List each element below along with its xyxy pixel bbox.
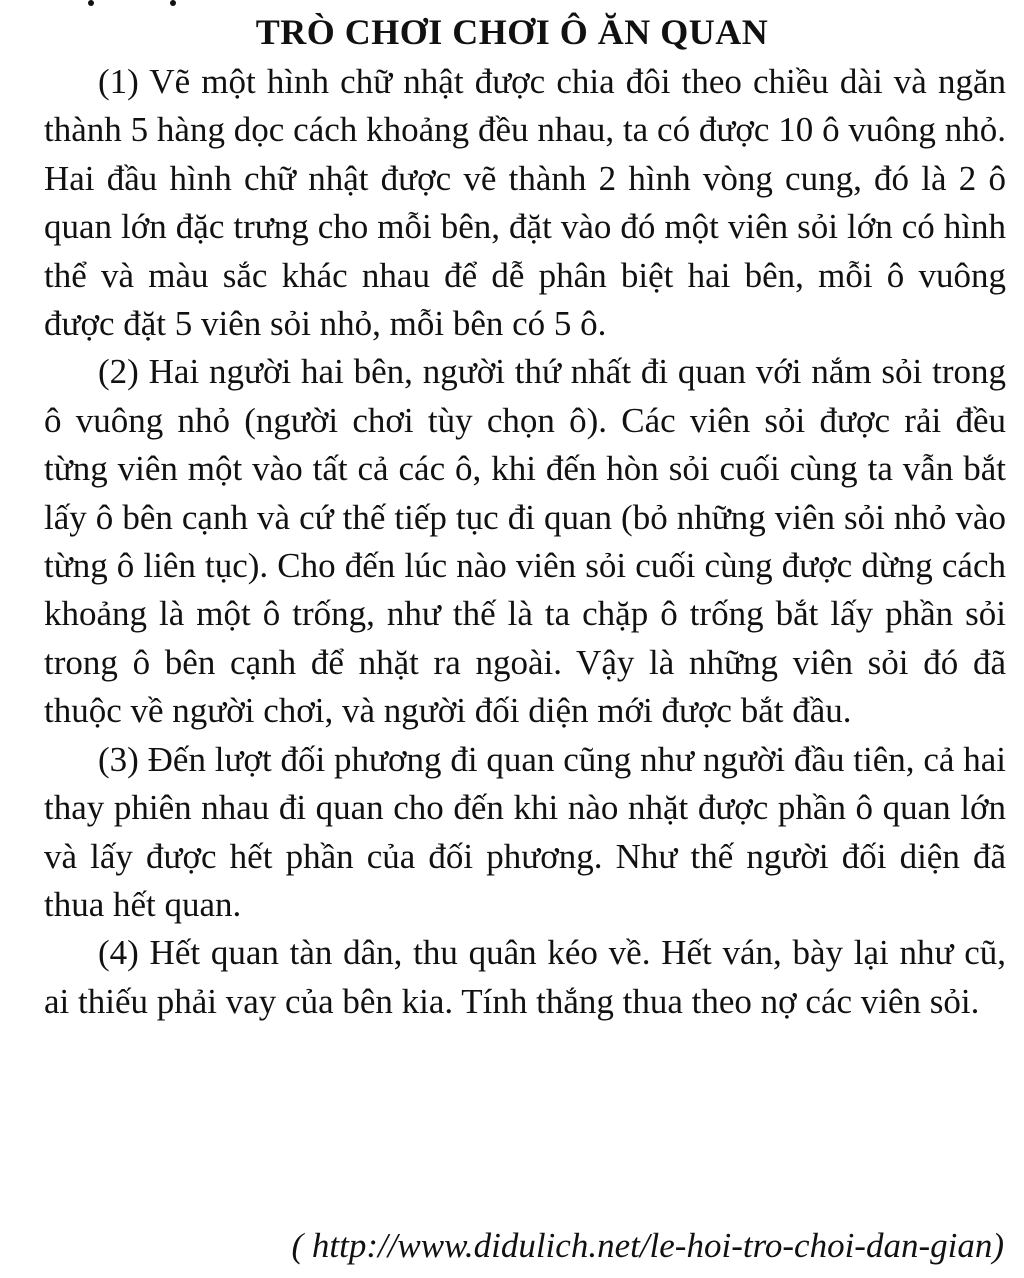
document-title: TRÒ CHƠI CHƠI Ô ĂN QUAN: [255, 12, 769, 52]
print-mark: [170, 0, 176, 6]
paragraph-2: (2) Hai người hai bên, người thứ nhất đi quan với nắm sỏi trong ô vuông nhỏ (người chơi tùy chọn ô). Các viên sỏi được rải đều từng viên một vào tất cả các ô, khi đến hòn sỏi cuối cùng ta vẫn bắt lấy ô bên cạnh và cứ thế tiếp tục đi quan (bỏ những viên sỏi nhỏ vào từng ô liên tục). Cho đến lúc nào viên sỏi cuối cùng được dừng cách khoảng là một ô trống, như thế là ta chặp ô trống bắt lấy phần sỏi trong ô bên cạnh để nhặt ra ngoài. Vậy là những viên sỏi đó đã thuộc về người chơi, và người đối diện mới được bắt đầu.: [44, 352, 1006, 731]
source-citation: ( http://www.didulich.net/le-hoi-tro-choi-dan-gian): [291, 1226, 1004, 1265]
paragraph-3: (3) Đến lượt đối phương đi quan cũng như người đầu tiên, cả hai thay phiên nhau đi quan cho đến khi nào nhặt được phần ô quan lớn và lấy được hết phần của đối phương. Như thế người đối diện đã thua hết quan.: [44, 739, 1006, 924]
paragraph-4: (4) Hết quan tàn dân, thu quân kéo về. Hết ván, bày lại như cũ, ai thiếu phải vay của bên kia. Tính thắng thua theo nợ các viên sỏi.: [44, 933, 1006, 1021]
print-mark: [88, 0, 94, 6]
paragraph-1: (1) Vẽ một hình chữ nhật được chia đôi theo chiều dài và ngăn thành 5 hàng dọc cách khoảng đều nhau, ta có được 10 ô vuông nhỏ. Hai đầu hình chữ nhật được vẽ thành 2 hình vòng cung, đó là 2 ô quan lớn đặc trưng cho mỗi bên, đặt vào đó một viên sỏi lớn có hình thể và màu sắc khác nhau để dễ phân biệt hai bên, mỗi ô vuông được đặt 5 viên sỏi nhỏ, mỗi bên có 5 ô.: [44, 62, 1006, 344]
document-body: [44, 58, 1006, 1026]
